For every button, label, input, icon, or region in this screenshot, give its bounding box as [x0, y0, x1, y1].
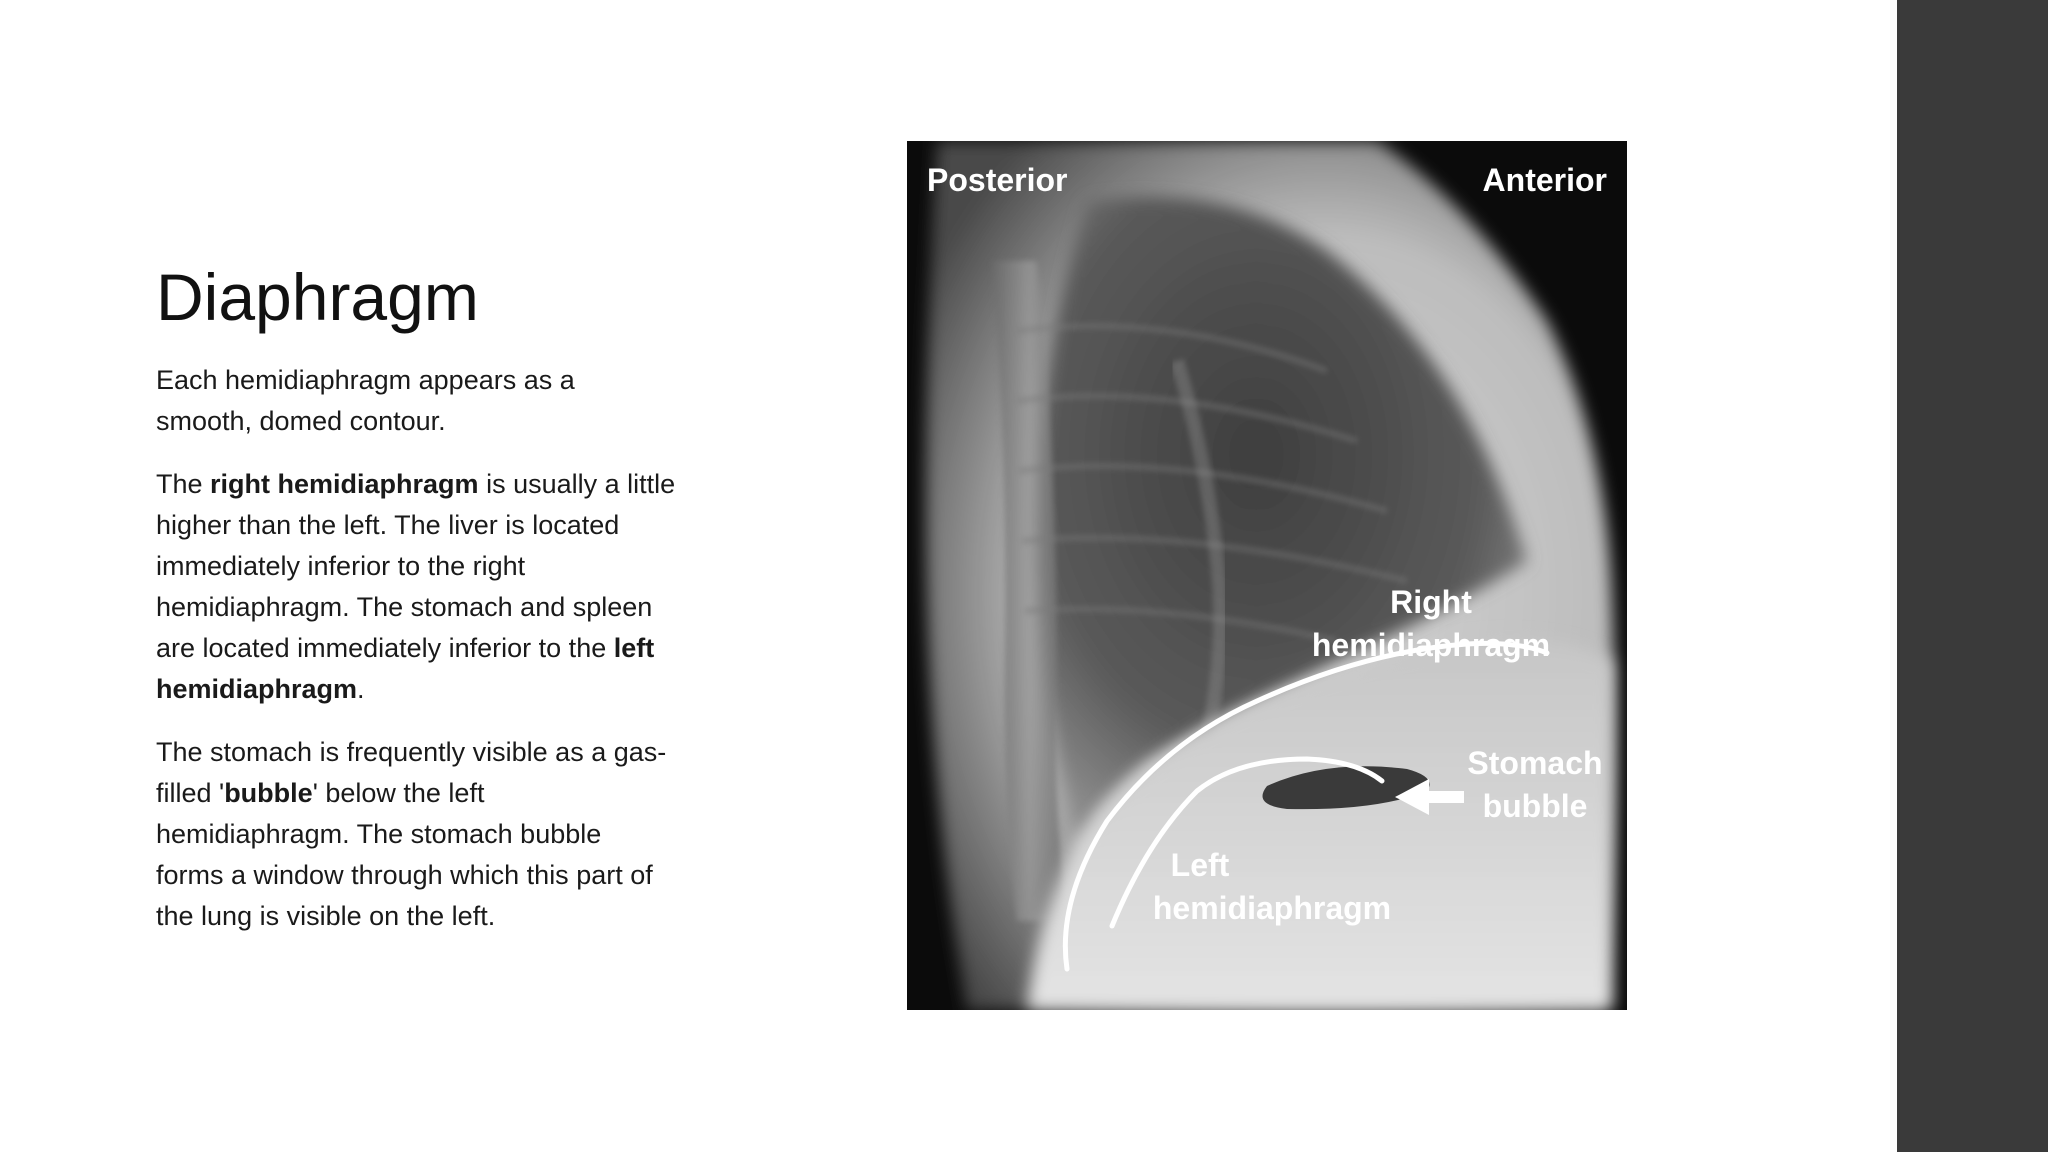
chest-xray-image — [907, 141, 1627, 1010]
paragraph-text: . — [357, 674, 365, 704]
right-side-bar — [1897, 0, 2048, 1152]
label-anterior: Anterior — [1482, 162, 1607, 198]
label-left-hemidiaphragm-line2: hemidiaphragm — [1152, 890, 1392, 926]
label-right-hemidiaphragm-line2: hemidiaphragm — [1311, 627, 1551, 663]
emphasis-text: left hemidiaphragm — [156, 633, 655, 704]
label-left-hemidiaphragm-line1: Left — [1170, 847, 1230, 883]
paragraph-text: Each hemidiaphragm appears as a smooth, domed contour. — [156, 365, 575, 436]
label-posterior: Posterior — [927, 162, 1068, 198]
paragraph-text: The stomach is frequently visible as a gas-filled ' — [156, 737, 667, 808]
slide-body — [156, 360, 676, 959]
body-paragraph — [156, 360, 676, 442]
label-stomach-bubble-line2: bubble — [1482, 788, 1588, 824]
paragraph-text: The — [156, 469, 211, 499]
body-paragraph — [156, 464, 676, 710]
body-paragraph — [156, 732, 676, 937]
emphasis-text: right hemidiaphragm — [210, 469, 479, 499]
label-stomach-bubble-line1: Stomach — [1467, 745, 1603, 781]
paragraph-text: is usually a little higher than the left. The liver is located immediately inferior to the right hemidiaphragm. The stomach and spleen are located immediately inferior to the — [156, 469, 676, 663]
chest-xray-graphic — [907, 141, 1627, 1010]
paragraph-text: ' below the left hemidiaphragm. The stomach bubble forms a window through which this part of the lung is visible on the left. — [156, 778, 653, 931]
slide-title: Diaphragm — [156, 260, 479, 334]
label-right-hemidiaphragm-line1: Right — [1390, 584, 1472, 620]
emphasis-text: bubble — [224, 778, 313, 808]
